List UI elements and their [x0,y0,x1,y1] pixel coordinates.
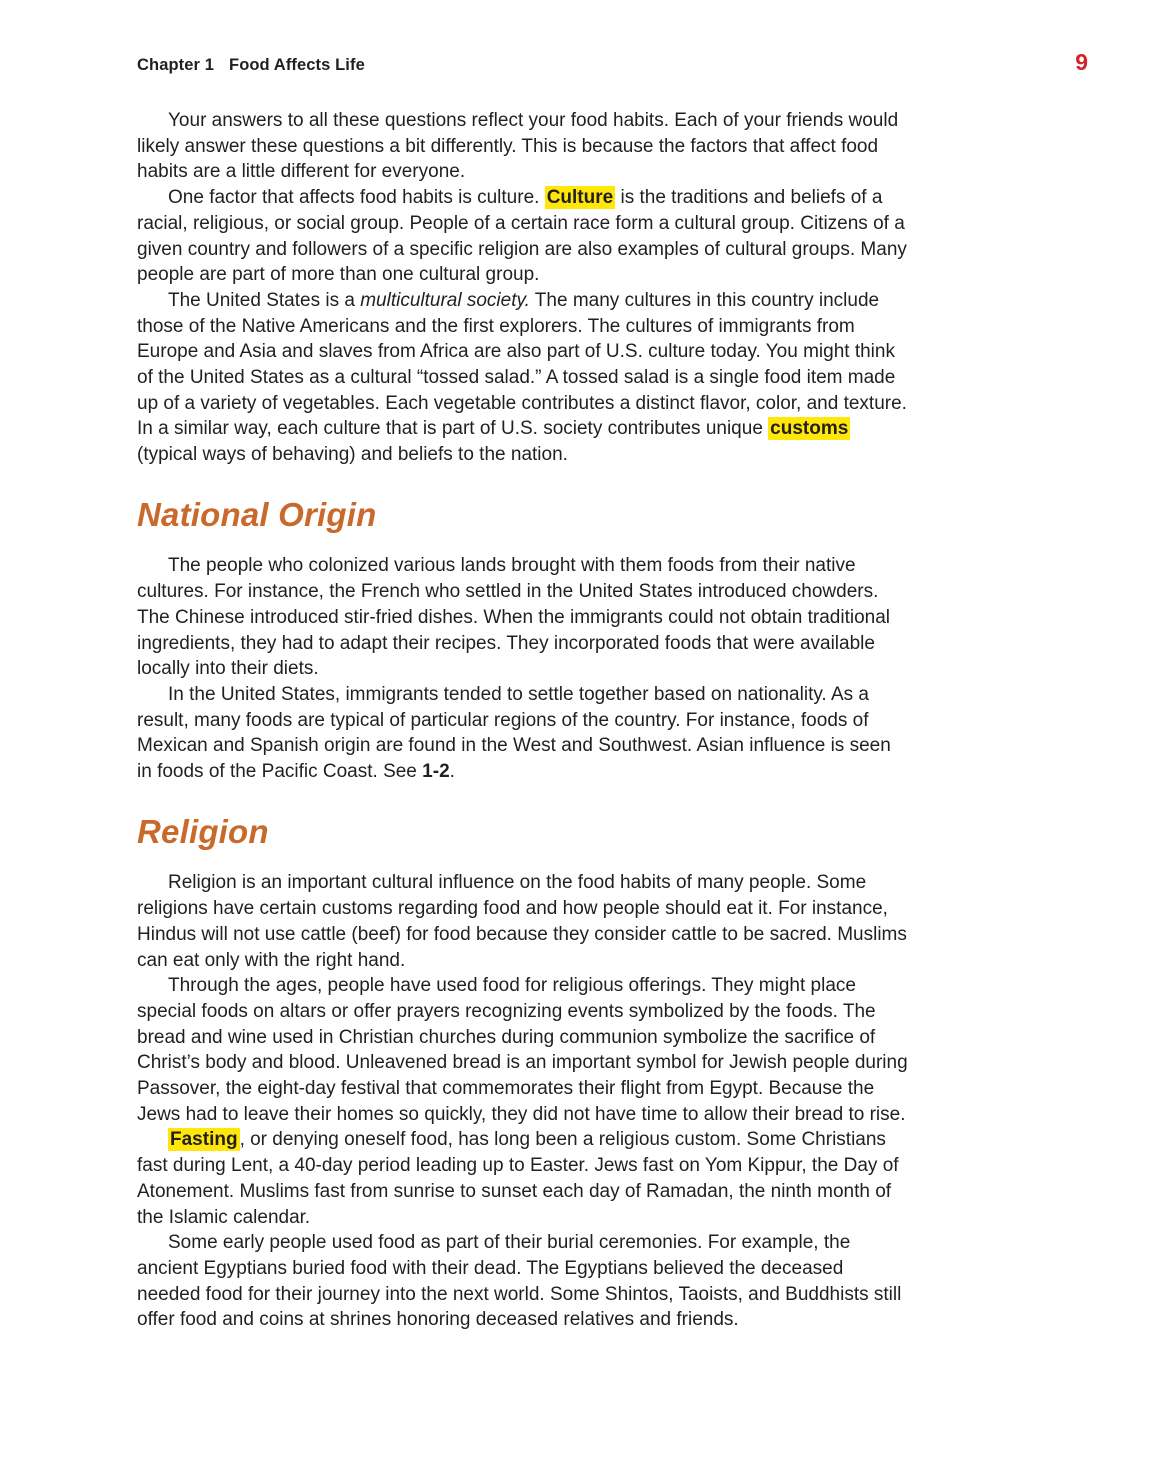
highlighted-term: customs [770,418,849,440]
italic-phrase: multicultural society. [360,289,530,311]
text-run: is the traditions and beliefs of a racial, religious, or social group. People of a certain race form a cultural group. Citizens of a given country and followers of a specific religion are also examples of cultural groups. Many people are part of more than one cultural group. [137,187,907,286]
figure-reference: 1-2 [422,761,450,783]
paragraph [137,288,909,468]
paragraph [137,1127,909,1230]
page-number: 9 [1075,49,1088,75]
paragraph [137,870,909,973]
text-run: In the United States, immigrants tended to settle together based on nationality. As a result, many foods are typical of particular regions of the country. For instance, foods of Mexican and Spanish origin are found in the West and Southwest. Asian influence is seen in foods of the Pacific Coast. See [137,684,891,783]
running-header [137,51,1088,75]
page-body [137,108,909,1333]
text-run: (typical ways of behaving) and beliefs to the nation. [137,444,568,466]
text-run: Your answers to all these questions reflect your food habits. Each of your friends would likely answer these questions a bit differently. This is because the factors that affect food habits are a little different for everyone. [137,110,899,183]
chapter-title: Food Affects Life [229,56,365,74]
text-run: , or denying oneself food, has long been a religious custom. Some Christians fast during Lent, a 40-day period leading up to Easter. Jews fast on Yom Kippur, the Day of Atonement. Muslims fast from sunrise to sunset each day of Ramadan, the ninth month of the Islamic calendar. [137,1129,899,1228]
highlighted-term: Fasting [170,1129,238,1151]
section-heading: National Origin [137,495,377,533]
paragraph [137,1230,909,1333]
text-run: The people who colonized various lands brought with them foods from their native cultures. For instance, the French who settled in the United States introduced chowders. The Chinese introduced stir-fried dishes. When the immigrants could not obtain traditional ingredients, they had to adapt their recipes. They incorporated foods that were available locally into their diets. [137,555,890,680]
paragraph [137,108,909,185]
paragraph [137,682,909,785]
text-run: Some early people used food as part of their burial ceremonies. For example, the ancient Egyptians buried food with their dead. The Egyptians believed the deceased needed food for their journey into the next world. Some Shintos, Taoists, and Buddhists still offer food and coins at shrines honoring deceased relatives and friends. [137,1232,902,1331]
text-run: One factor that affects food habits is culture. [168,187,545,209]
text-run: . [449,761,455,783]
text-run: Through the ages, people have used food for religious offerings. They might place special foods on altars or offer prayers recognizing events symbolized by the foods. The bread and wine used in Christian churches during communion symbolize the sacrifice of Christ’s body and blood. Unleavened bread is an important symbol for Jewish people during Passover, the eight-day festival that commemorates their flight from Egypt. Because the Jews had to leave their homes so quickly, they did not have time to allow their bread to rise. [137,975,908,1125]
highlighted-term: Culture [546,187,614,209]
text-run: The many cultures in this country include those of the Native Americans and the first explorers. The cultures of immigrants from Europe and Asia and slaves from Africa are also part of U.S. culture today. You might think of the United States as a cultural “tossed salad.” A tossed salad is a single food item made up of a variety of vegetables. Each vegetable contributes a distinct flavor, color, and texture. In a similar way, each culture that is part of U.S. society contributes unique [137,289,907,440]
paragraph [137,553,909,682]
chapter-header [137,56,365,75]
text-run: The United States is a [168,289,361,311]
paragraph [137,973,909,1127]
paragraph [137,185,909,288]
chapter-label: Chapter 1 [137,56,215,74]
text-run: Religion is an important cultural influence on the food habits of many people. Some religions have certain customs regarding food and how people should eat it. For instance, Hindus will not use cattle (beef) for food because they consider cattle to be sacred. Muslims can eat only with the right hand. [137,872,907,971]
section-heading: Religion [137,812,269,850]
